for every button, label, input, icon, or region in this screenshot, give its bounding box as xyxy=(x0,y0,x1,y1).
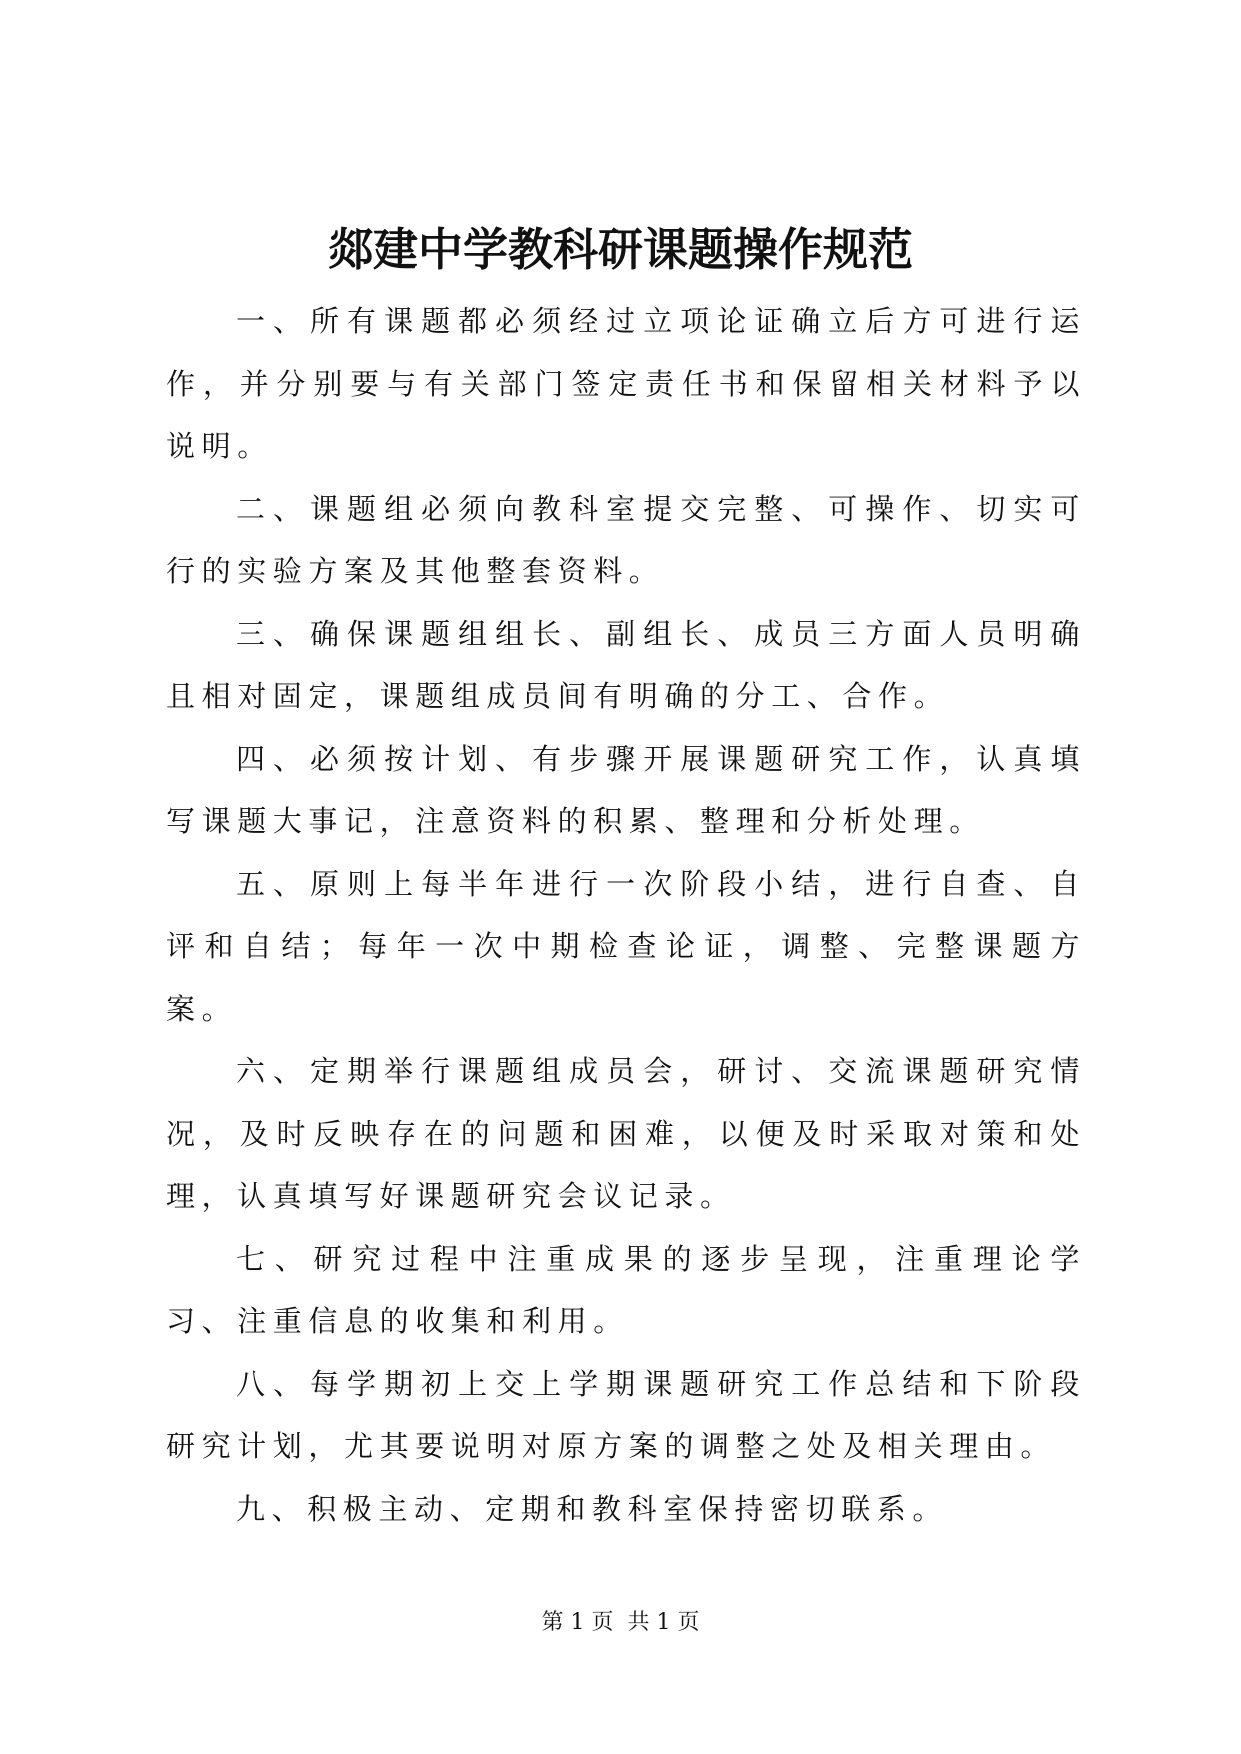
paragraph-7: 七、研究过程中注重成果的逐步呈现，注重理论学习、注重信息的收集和利用。 xyxy=(166,1241,1086,1338)
page-footer xyxy=(0,1608,1241,1638)
paragraph-2: 二、课题组必须向教科室提交完整、可操作、切实可行的实验方案及其他整套资料。 xyxy=(166,491,1086,588)
paragraph-6: 六、定期举行课题组成员会，研讨、交流课题研究情况，及时反映存在的问题和困难，以便及时采取对策和处理，认真填写好课题研究会议记录。 xyxy=(166,1054,1086,1213)
paragraph-5: 五、原则上每半年进行一次阶段小结，进行自查、自评和自结；每年一次中期检查论证，调整、完整课题方案。 xyxy=(166,866,1086,1026)
page-total: 共 1 页 xyxy=(627,1610,700,1635)
document-title: 郯建中学教科研课题操作规范 xyxy=(327,223,913,276)
document-body xyxy=(166,290,1086,1540)
paragraph-9: 九、积极主动、定期和教科室保持密切联系。 xyxy=(236,1491,949,1526)
page-number: 第 1 页 xyxy=(541,1610,614,1635)
paragraph-4: 四、必须按计划、有步骤开展课题研究工作，认真填写课题大事记，注意资料的积累、整理和分析处理。 xyxy=(166,741,1086,838)
paragraph-8: 八、每学期初上交上学期课题研究工作总结和下阶段研究计划，尤其要说明对原方案的调整之处及相关理由。 xyxy=(166,1366,1086,1463)
paragraph-1: 一、所有课题都必须经过立项论证确立后方可进行运作，并分别要与有关部门签定责任书和保留相关材料予以说明。 xyxy=(166,304,1086,463)
paragraph-3: 三、确保课题组组长、副组长、成员三方面人员明确且相对固定，课题组成员间有明确的分工、合作。 xyxy=(166,616,1086,713)
